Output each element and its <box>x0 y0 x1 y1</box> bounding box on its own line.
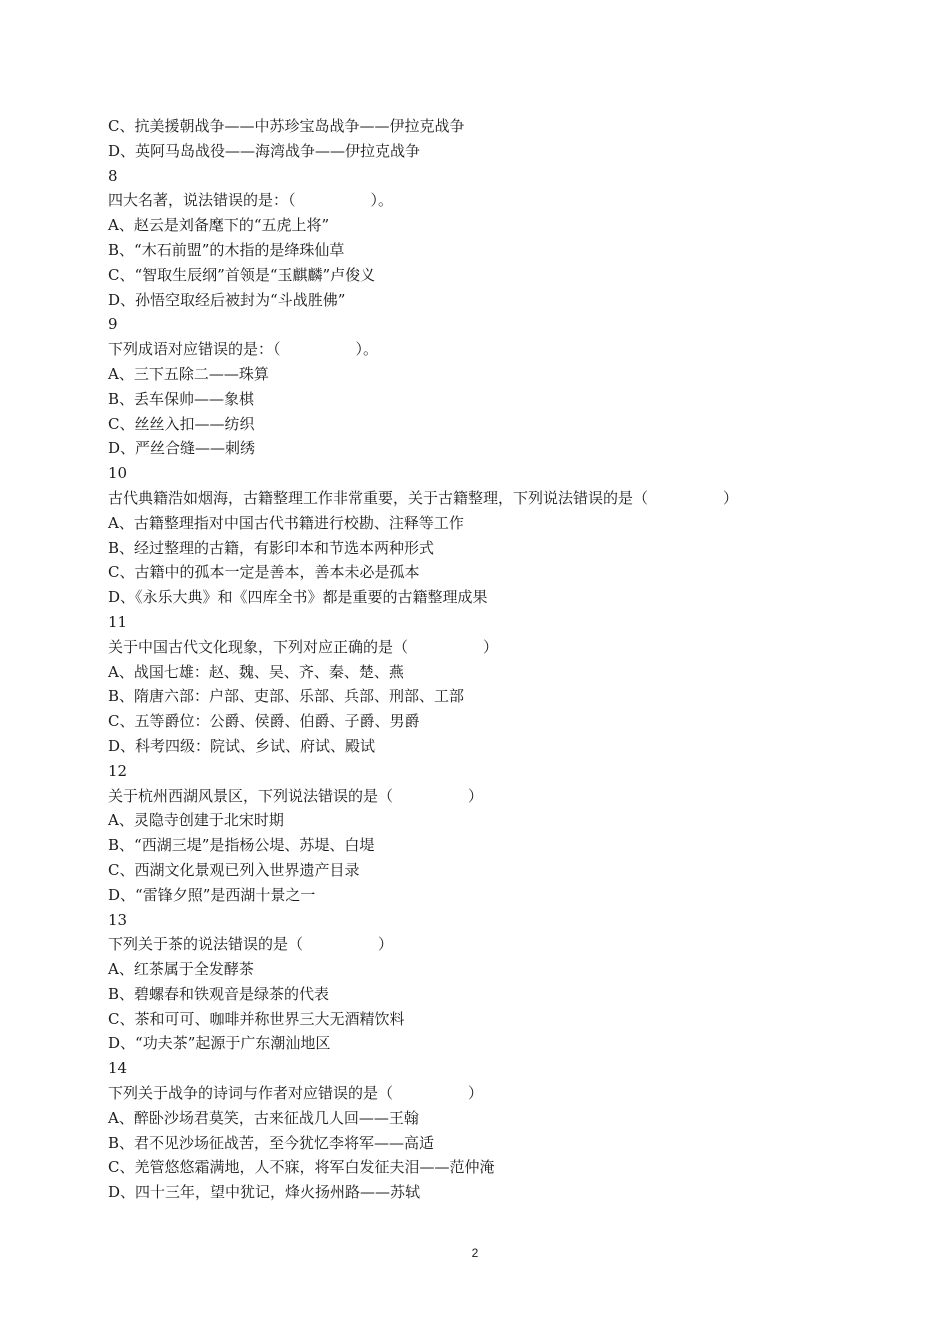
option-line: C、古籍中的孤本一定是善本，善本未必是孤本 <box>108 563 420 582</box>
option-line: C、“智取生辰纲”首领是“玉麒麟”卢俊义 <box>108 265 376 284</box>
option-line: A、战国七雄：赵、魏、吴、齐、秦、楚、燕 <box>108 662 404 681</box>
option-line: B、“西湖三堤”是指杨公堤、苏堤、白堤 <box>108 836 375 855</box>
question-number: 8 <box>108 166 118 185</box>
option-line: A、醉卧沙场君莫笑，古来征战几人回——王翰 <box>108 1108 419 1127</box>
question-number: 11 <box>108 612 128 631</box>
question-stem: 下列关于战争的诗词与作者对应错误的是（ ） <box>108 1084 484 1103</box>
option-line: B、“木石前盟”的木指的是绛珠仙草 <box>108 240 345 259</box>
option-line: B、君不见沙场征战苦，至今犹忆李将军——高适 <box>108 1133 435 1152</box>
option-line: A、古籍整理指对中国古代书籍进行校勘、注释等工作 <box>108 513 464 532</box>
option-line: C、丝丝入扣——纺织 <box>108 414 255 433</box>
option-line: B、丢车保帅——象棋 <box>108 389 255 408</box>
option-line: D、四十三年，望中犹记，烽火扬州路——苏轼 <box>108 1183 421 1202</box>
question-number: 13 <box>108 910 128 929</box>
question-number: 12 <box>108 761 128 780</box>
question-list <box>108 114 808 1205</box>
option-line: A、灵隐寺创建于北宋时期 <box>108 811 284 830</box>
option-line: A、红茶属于全发酵茶 <box>108 960 254 979</box>
question-stem: 关于杭州西湖风景区，下列说法错误的是（ ） <box>108 786 484 805</box>
question-stem: 关于中国古代文化现象，下列对应正确的是（ ） <box>108 637 499 656</box>
option-line: B、隋唐六部：户部、吏部、乐部、兵部、刑部、工部 <box>108 687 465 706</box>
option-line: D、“功夫茶”起源于广东潮汕地区 <box>108 1034 331 1053</box>
option-line: B、碧螺春和铁观音是绿茶的代表 <box>108 984 330 1003</box>
option-line: C、抗美援朝战争——中苏珍宝岛战争——伊拉克战争 <box>108 117 465 135</box>
option-line: D、科考四级：院试、乡试、府试、殿试 <box>108 736 376 755</box>
question-stem: 四大名著，说法错误的是：（ ）。 <box>108 191 394 210</box>
page-number: 2 <box>471 1246 479 1260</box>
option-line: C、五等爵位：公爵、侯爵、伯爵、子爵、男爵 <box>108 712 420 731</box>
question-stem: 下列成语对应错误的是：（ ）。 <box>108 340 379 359</box>
option-line: D、“雷锋夕照”是西湖十景之一 <box>108 885 316 904</box>
option-line: D、《永乐大典》和《四库全书》都是重要的古籍整理成果 <box>108 588 488 607</box>
option-line: A、三下五除二——珠算 <box>108 364 269 383</box>
option-line: B、经过整理的古籍，有影印本和节选本两种形式 <box>108 538 435 557</box>
question-number: 10 <box>108 464 128 483</box>
option-line: C、羌管悠悠霜满地，人不寐，将军白发征夫泪——范仲淹 <box>108 1158 495 1177</box>
option-line: C、茶和可可、咖啡并称世界三大无酒精饮料 <box>108 1009 405 1028</box>
question-number: 14 <box>108 1059 128 1078</box>
option-line: A、赵云是刘备麾下的“五虎上将” <box>108 216 330 235</box>
option-line: D、英阿马岛战役——海湾战争——伊拉克战争 <box>108 141 421 160</box>
question-stem: 古代典籍浩如烟海，古籍整理工作非常重要，关于古籍整理，下列说法错误的是（ ） <box>108 488 739 507</box>
question-stem: 下列关于茶的说法错误的是（ ） <box>108 935 394 954</box>
option-line: C、西湖文化景观已列入世界遗产目录 <box>108 860 360 879</box>
question-number: 9 <box>108 315 118 334</box>
option-line: D、孙悟空取经后被封为“斗战胜佛” <box>108 290 346 309</box>
option-line: D、严丝合缝——刺绣 <box>108 439 256 458</box>
